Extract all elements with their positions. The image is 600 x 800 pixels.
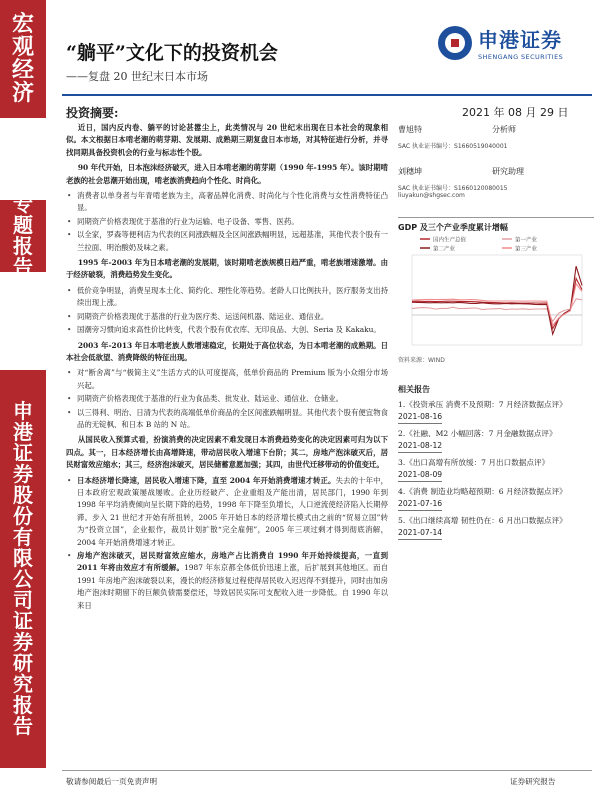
list-item: • 日本经济增长降速，居民收入增速下降，直至 2004 年开始消费增速才转正。失去的十年中，日本政府宏观政策屡战屡败。企业历经破产、企业重组及产能出清，居民部门，1990 年到 1998 年平均消费倾向呈长期下降的趋势，1998 年下降至负增长，人口逆流使经济陷入长期停滞。步入 21 世纪才开始有所扭转，2005 年开始日本的经济增长模式由之前的“贸易立国”转为“投资立国”，企业振作，裁员计划扩散“完全雇佣”，2005 年三项过剩才得到彻底消解，2004 年开始消费增速才转正。 <box>66 475 388 549</box>
analyst-role: 分析师 <box>492 125 516 134</box>
legend-label: 第一产业 <box>515 237 538 244</box>
bullet-list <box>66 367 388 431</box>
related-report-item[interactable]: 4.《消费 制造业均略超预期：6 月经济数据点评》 2021-07-16 <box>398 486 594 511</box>
list-item: • 国潮旁习惯向追求高性价比转变，代表个股有优衣库、无印良品、大创、Seria 及 Kakaku。 <box>66 324 388 336</box>
analyst-name: 曹旭特 <box>398 125 422 134</box>
legend-label: 国内生产总值 <box>433 237 467 244</box>
series-line <box>412 284 582 326</box>
series-line <box>412 266 582 334</box>
list-item: • 同期资产价格表现优于基准的行业为运输、电子设备、零售、医药。 <box>66 216 388 228</box>
analyst-license: SAC 执业证书编号：S1660120080015 <box>398 185 508 192</box>
report-type-tag: 专 题 报 告 <box>0 200 46 272</box>
related-report-item[interactable]: 3.《出口高增有所放缓：7 月出口数据点评》 2021-08-09 <box>398 457 594 482</box>
report-subtitle: ——复盘 20 世纪末日本市场 <box>66 70 208 83</box>
report-date: 2021 年 08 月 29 日 <box>462 106 569 119</box>
analyst-row <box>398 122 594 140</box>
paragraph: 近日，国内反内卷、躺平的讨论甚嚣尘上，此类情况与 20 世纪末出现在日本社会的现象相似。本文根据日本啃老潮的萌芽期、发展期、成熟期三期复盘日本市场，对其特征进行分析，并寻找同期具备投资机会的行业与标志性个股。 <box>66 123 388 157</box>
list-item: • 低价竞争明显，消费呈现本土化、简约化、理性化等趋势。老龄人口比例扶升，医疗服务支出持续出现上涨。 <box>66 285 388 310</box>
legend-label: 第三产业 <box>515 246 538 253</box>
legend-label: 第二产业 <box>433 246 456 253</box>
related-report-item[interactable]: 2.《社融、M2 小幅回落：7 月金融数据点评》 2021-08-12 <box>398 428 594 453</box>
report-title: “躺平”文化下的投资机会 <box>66 42 278 64</box>
analyst-license: SAC 执业证书编号：S1660519040001 <box>398 143 508 150</box>
paragraph: 90 年代开始，日本泡沫经济破灭，进入日本啃老潮的萌芽期（1990 年-1995 年）。该时期啃老族的社会思潮开始出现，啃老族消费趋向个性化、时尚化。 <box>66 163 388 185</box>
related-reports-title: 相关报告 <box>398 384 430 394</box>
footer-label: 证券研究报告 <box>510 777 556 786</box>
logo-mark-icon <box>438 26 472 60</box>
left-sidebar <box>0 0 52 800</box>
abstract-title: 投资摘要: <box>66 106 119 120</box>
analyst-role: 研究助理 <box>492 167 524 176</box>
list-item: • 以三得利、明治、日清为代表的高端低单价商品的全区间涨跌幅明显。其他代表个股有便宜物食品的无锭枫、和日本 B 站的 N 站。 <box>66 407 388 432</box>
bullet-list <box>66 190 388 254</box>
chart-source: 资料来源：WIND <box>398 357 445 364</box>
abstract-body <box>66 122 388 615</box>
bullet-list <box>66 475 388 612</box>
paragraph: 1995 年-2003 年为日本啃老潮的发展期，该时期啃老族规模日趋严重，啃老族增速激增。由于经济破裂，消费趋势发生变化。 <box>66 258 388 280</box>
category-tag: 宏 观 经 济 <box>0 0 46 118</box>
footer-disclaimer[interactable]: 敬请参阅最后一页免责声明 <box>66 777 158 786</box>
company-logo <box>438 24 563 61</box>
list-item: • 房地产泡沫破灭，居民财富效应缩水，房地产占比消费自 1990 年开始持续提高，一直到 2011 年将由效应才有所缓解。1987 年东京都全体低价迅速上涨，后扩展到其他地区。而自 1991 年房地产泡沫破裂以来，漫长的经济修复过程使得居民收入迟迟得不到提升，同时由加房地产泡沫时期留下的巨额负债需要偿还，导致居民实际可支配收入进一步降低。自 1990 年以来日 <box>66 550 388 612</box>
paragraph: 从国民收入预算式看，扮演消费的决定因素不难发现日本消费趋势变化的决定因素可归为以下四点。其一，日本经济增长由高增降速，带动居民收入增速下台阶；其二，房地产泡沫破灭后，居民财富效应缩水；其三，经济泡沫破灭，居民储蓄意愿加强；其四，由世代迁移带动的价值变迁。 <box>66 435 388 470</box>
bullet-list <box>66 285 388 337</box>
related-report-item[interactable]: 1.《投资承压 消费不及预期：7 月经济数据点评》 2021-08-16 <box>398 399 594 424</box>
list-item: • 同期资产价格表现优于基准的行业为食品类、批发业、陆运业、通信业、仓储业。 <box>66 393 388 405</box>
company-tag: 申 港 证 券 股 份 有 限 公 司 证 券 研 究 报 告 <box>0 370 46 768</box>
paragraph: 2003 年-2013 年日本啃老族人数增速稳定，长期处于高位状态，为日本啃老潮的成熟期。日本社会低欲望、消费降级的特征出现。 <box>66 340 388 362</box>
related-reports-list <box>398 399 594 540</box>
logo-en-text: SHENGANG SECURITIES <box>478 53 564 61</box>
header-rule <box>62 94 592 96</box>
related-report-item[interactable]: 5.《出口继续高增 韧性仍在：6 月出口数据点评》 2021-07-14 <box>398 515 594 540</box>
list-item: • 同期资产价格表现优于基准的行业为医疗类、运送间机器、陆运业、通信业。 <box>66 311 388 323</box>
logo-cn-text: 申港证券 <box>478 28 562 52</box>
analyst-row <box>398 164 594 182</box>
list-item: • 对“断舍离”与“极简主义”生活方式的认可度提高，低单价商品的 Premium 版为小众细分市场兴起。 <box>66 367 388 392</box>
list-item: • 消费者以单身者与年青啃老族为主，高奢品牌化消费、时尚化与个性化消费与女性消费特征凸显。 <box>66 190 388 215</box>
right-column <box>398 122 594 540</box>
list-item: • 以全家，罗森等便利店为代表的区间涨跌幅及全区间涨跌幅明显，远超基准，其他代表个股有一兰拉面、明治酸奶及味之素。 <box>66 229 388 254</box>
gdp-chart <box>398 233 594 351</box>
analyst-name: 刘穗坤 <box>398 167 422 176</box>
analyst-email[interactable]: liuyakun@shgsec.com <box>398 192 465 199</box>
footer-rule <box>62 770 592 771</box>
chart-title: GDP 及三个产业季度累计增幅 <box>398 217 594 233</box>
